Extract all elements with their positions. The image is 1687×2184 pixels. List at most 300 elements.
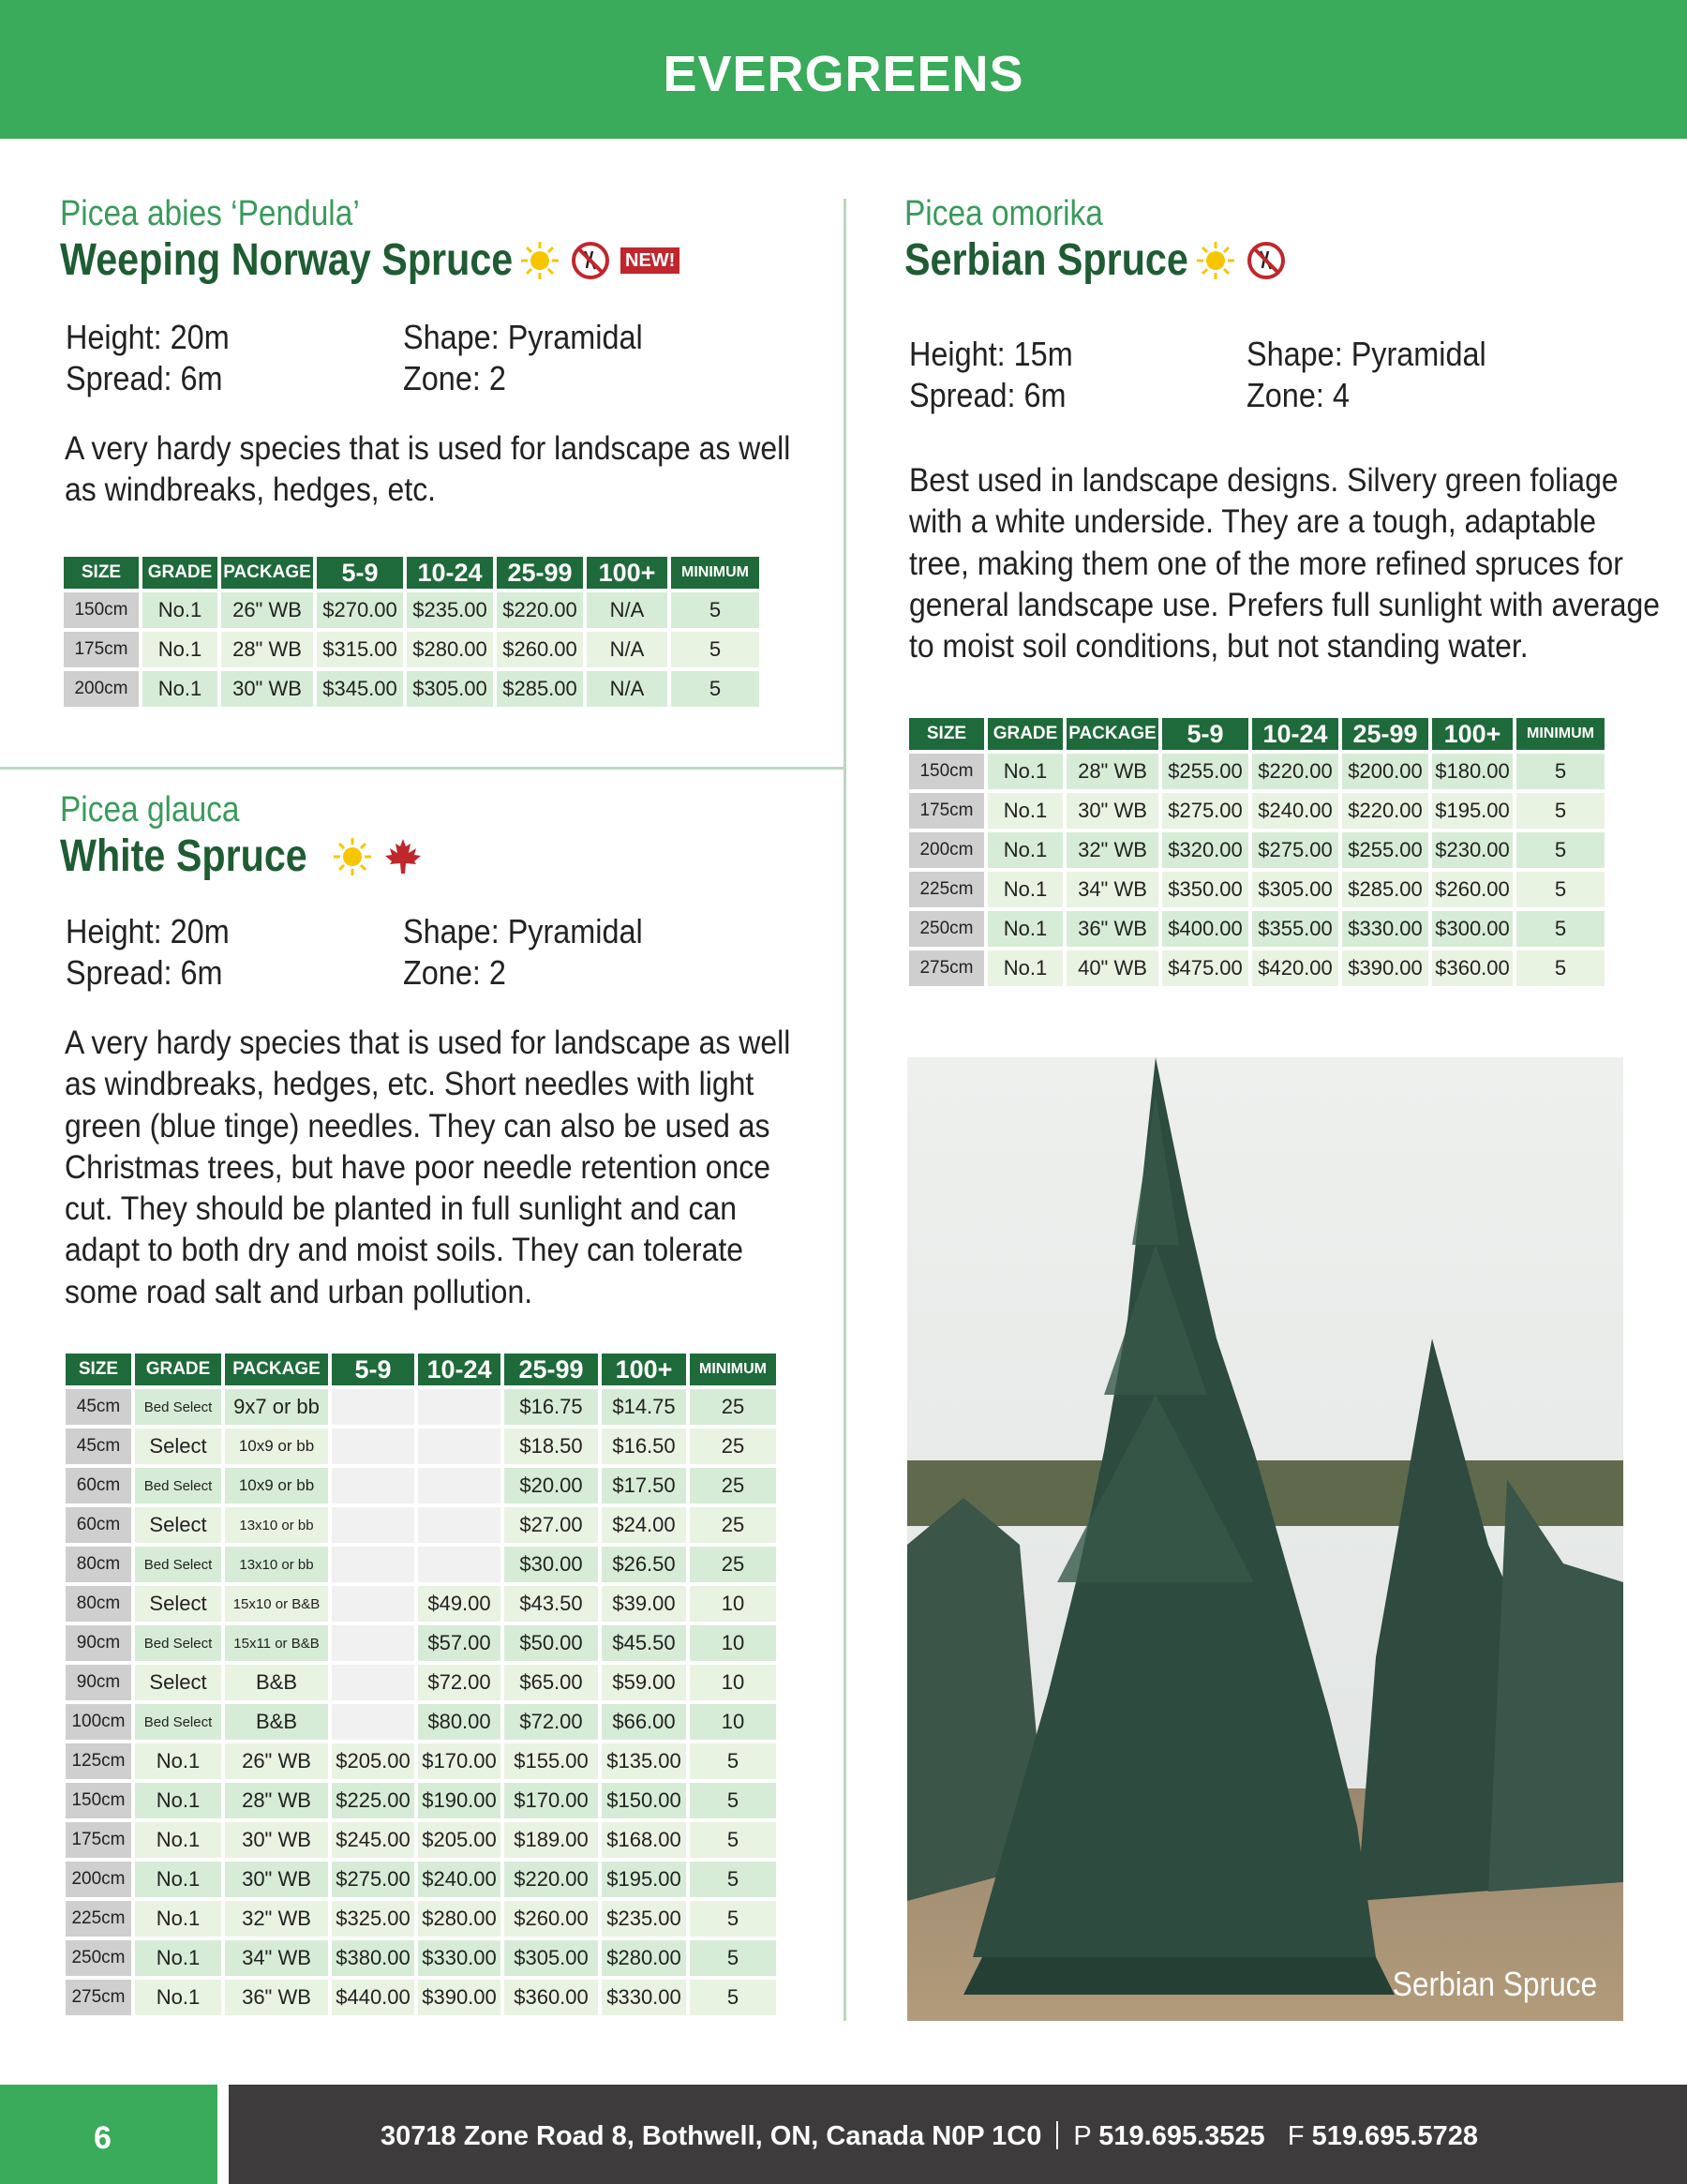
package-cell: 10x9 or bb <box>225 1429 328 1464</box>
price-cell: $155.00 <box>504 1743 598 1779</box>
size-cell: 80cm <box>66 1547 131 1582</box>
header-minimum: MINIMUM <box>1516 718 1605 750</box>
sun-icon <box>332 836 373 877</box>
price-cell: $305.00 <box>407 671 493 707</box>
price-cell: $14.75 <box>602 1389 686 1425</box>
price-cell <box>332 1547 414 1582</box>
price-cell: $255.00 <box>1162 754 1248 789</box>
price-cell: $345.00 <box>317 671 403 707</box>
header-package: PACKAGE <box>225 1354 328 1385</box>
size-cell: 250cm <box>66 1940 131 1976</box>
price-cell: $17.50 <box>602 1468 686 1503</box>
package-cell: 40" WB <box>1067 950 1158 986</box>
price-cell: $80.00 <box>418 1704 500 1740</box>
price-cell: $205.00 <box>332 1743 414 1779</box>
price-cell <box>332 1389 414 1425</box>
price-cell: $305.00 <box>1252 872 1338 907</box>
price-cell: $72.00 <box>504 1704 598 1740</box>
price-cell: $220.00 <box>497 592 583 628</box>
size-cell: 175cm <box>64 632 139 667</box>
price-cell: $380.00 <box>332 1940 414 1976</box>
minimum-cell: 10 <box>690 1665 776 1700</box>
size-cell: 200cm <box>66 1862 131 1897</box>
size-cell: 90cm <box>66 1625 131 1661</box>
price-cell: $280.00 <box>407 632 493 667</box>
minimum-cell: 10 <box>690 1704 776 1740</box>
table-row <box>64 671 759 707</box>
table-row <box>66 1389 776 1425</box>
table-row <box>66 1429 776 1464</box>
minimum-cell: 25 <box>690 1389 776 1425</box>
stats-glauca <box>66 911 656 994</box>
table-row <box>66 1625 776 1661</box>
price-cell: $24.00 <box>602 1507 686 1543</box>
price-cell: $260.00 <box>1432 872 1513 907</box>
price-cell: $280.00 <box>602 1940 686 1976</box>
common-name: Serbian Spruce <box>904 235 1188 285</box>
table-row <box>66 1586 776 1622</box>
price-cell: $355.00 <box>1252 911 1338 947</box>
package-cell: 30" WB <box>225 1862 328 1897</box>
price-cell <box>418 1468 500 1503</box>
grade-cell: No.1 <box>988 911 1063 947</box>
sun-icon <box>1195 240 1236 281</box>
grade-cell: No.1 <box>135 1822 221 1858</box>
new-badge: NEW! <box>620 247 679 274</box>
price-cell: $235.00 <box>602 1901 686 1937</box>
price-cell <box>418 1547 500 1582</box>
price-cell: $189.00 <box>504 1822 598 1858</box>
package-cell: 28" WB <box>221 632 313 667</box>
header-size: SIZE <box>64 557 139 589</box>
price-cell: $59.00 <box>602 1665 686 1700</box>
price-cell: $350.00 <box>1162 872 1248 907</box>
package-cell: 30" WB <box>1067 793 1158 829</box>
price-cell: $135.00 <box>602 1743 686 1779</box>
header-25-99: 25-99 <box>497 557 583 589</box>
column-divider <box>844 199 846 2021</box>
minimum-cell: 25 <box>690 1547 776 1582</box>
size-cell: 150cm <box>909 754 984 789</box>
minimum-cell: 5 <box>1516 793 1605 829</box>
price-cell: $45.50 <box>602 1625 686 1661</box>
package-cell: 36" WB <box>1067 911 1158 947</box>
minimum-cell: 5 <box>690 1901 776 1937</box>
price-cell: $300.00 <box>1432 911 1513 947</box>
minimum-cell: 5 <box>690 1822 776 1858</box>
grade-cell: No.1 <box>988 793 1063 829</box>
price-cell: $200.00 <box>1342 754 1428 789</box>
table-row <box>66 1468 776 1503</box>
package-cell: 34" WB <box>225 1940 328 1976</box>
price-cell: $39.00 <box>602 1586 686 1622</box>
phone-label: P <box>1073 2121 1092 2151</box>
spread: Spread: 6m <box>909 376 1067 414</box>
minimum-cell: 5 <box>690 1783 776 1818</box>
package-cell: 28" WB <box>1067 754 1158 789</box>
price-cell: $275.00 <box>1162 793 1248 829</box>
size-cell: 45cm <box>66 1429 131 1464</box>
package-cell: 26" WB <box>221 592 313 628</box>
price-cell: $275.00 <box>1252 832 1338 868</box>
size-cell: 150cm <box>66 1783 131 1818</box>
package-cell: 13x10 or bb <box>225 1547 328 1582</box>
price-cell: $30.00 <box>504 1547 598 1582</box>
grade-cell: Select <box>135 1507 221 1543</box>
grade-cell: No.1 <box>988 872 1063 907</box>
package-cell: 36" WB <box>225 1980 328 2015</box>
grade-cell: No.1 <box>135 1862 221 1897</box>
table-row <box>909 950 1605 986</box>
footer-address-line <box>381 2121 1478 2152</box>
latin-name: Picea abies ‘Pendula’ <box>60 194 360 233</box>
description-omorika: Best used in landscape designs. Silvery green foliage with a white underside. They are a tough, adaptable tree, making them one of the more refined spruces for general landscape use. Prefers full sunlight with average to moist soil conditions, but not standing water. <box>909 461 1660 666</box>
description-pendula: A very hardy species that is used for landscape as well as windbreaks, hedges, etc. <box>65 429 791 509</box>
price-cell: $325.00 <box>332 1901 414 1937</box>
table-row <box>66 1940 776 1976</box>
price-cell: $150.00 <box>602 1783 686 1818</box>
price-cell <box>332 1704 414 1740</box>
price-cell: $420.00 <box>1252 950 1338 986</box>
header-size: SIZE <box>909 718 984 750</box>
zone: Zone: 2 <box>403 359 506 397</box>
header-5-9: 5-9 <box>332 1354 414 1385</box>
latin-name: Picea glauca <box>60 790 240 830</box>
price-cell: $240.00 <box>1252 793 1338 829</box>
price-cell <box>332 1665 414 1700</box>
price-cell: N/A <box>587 632 667 667</box>
serbian-spruce-photo <box>907 1057 1623 2021</box>
price-cell: $66.00 <box>602 1704 686 1740</box>
minimum-cell: 5 <box>1516 832 1605 868</box>
package-cell: 15x10 or B&B <box>225 1586 328 1622</box>
price-cell: $43.50 <box>504 1586 598 1622</box>
price-cell: $390.00 <box>418 1980 500 2015</box>
grade-cell: No.1 <box>142 632 217 667</box>
grade-cell: Bed Select <box>135 1625 221 1661</box>
price-cell: $315.00 <box>317 632 403 667</box>
package-cell: B&B <box>225 1704 328 1740</box>
size-cell: 100cm <box>66 1704 131 1740</box>
common-name-row <box>60 234 679 287</box>
size-cell: 200cm <box>64 671 139 707</box>
header-grade: GRADE <box>135 1354 221 1385</box>
header-minimum: MINIMUM <box>671 557 759 589</box>
price-table-glauca <box>62 1350 780 2019</box>
price-cell: $360.00 <box>504 1980 598 2015</box>
header-5-9: 5-9 <box>1162 718 1248 750</box>
page-number: 6 <box>94 2120 112 2156</box>
minimum-cell: 5 <box>690 1940 776 1976</box>
grade-cell: Select <box>135 1586 221 1622</box>
fax: 519.695.5728 <box>1311 2121 1479 2151</box>
section-omorika <box>904 193 1287 287</box>
header-grade: GRADE <box>988 718 1063 750</box>
minimum-cell: 5 <box>1516 911 1605 947</box>
package-cell: 9x7 or bb <box>225 1389 328 1425</box>
price-cell: $195.00 <box>602 1862 686 1897</box>
package-cell: 30" WB <box>225 1822 328 1858</box>
common-name: White Spruce <box>60 831 307 881</box>
price-cell: $72.00 <box>418 1665 500 1700</box>
price-cell: $49.00 <box>418 1586 500 1622</box>
grade-cell: Bed Select <box>135 1704 221 1740</box>
header-size: SIZE <box>66 1354 131 1385</box>
price-cell: $245.00 <box>332 1822 414 1858</box>
maple-leaf-icon <box>382 836 424 877</box>
minimum-cell: 5 <box>671 592 759 628</box>
price-cell: $205.00 <box>418 1822 500 1858</box>
header-25-99: 25-99 <box>504 1354 598 1385</box>
size-cell: 275cm <box>66 1980 131 2015</box>
price-cell: $285.00 <box>1342 872 1428 907</box>
minimum-cell: 10 <box>690 1586 776 1622</box>
package-cell: 10x9 or bb <box>225 1468 328 1503</box>
price-cell <box>418 1429 500 1464</box>
price-cell: $220.00 <box>504 1862 598 1897</box>
price-cell: $26.50 <box>602 1547 686 1582</box>
price-cell: $330.00 <box>418 1940 500 1976</box>
package-cell: 26" WB <box>225 1743 328 1779</box>
price-cell: $390.00 <box>1342 950 1428 986</box>
price-cell: $280.00 <box>418 1901 500 1937</box>
table-row <box>66 1783 776 1818</box>
price-cell: $240.00 <box>418 1862 500 1897</box>
header-10-24: 10-24 <box>407 557 493 589</box>
header-5-9: 5-9 <box>317 557 403 589</box>
price-cell: $305.00 <box>504 1940 598 1976</box>
spread: Spread: 6m <box>66 359 223 397</box>
price-cell: $285.00 <box>497 671 583 707</box>
size-cell: 125cm <box>66 1743 131 1779</box>
size-cell: 175cm <box>66 1822 131 1858</box>
price-cell: $170.00 <box>418 1743 500 1779</box>
price-cell: $260.00 <box>504 1901 598 1937</box>
latin-name: Picea omorika <box>904 194 1103 233</box>
price-cell: $270.00 <box>317 592 403 628</box>
price-cell: $57.00 <box>418 1625 500 1661</box>
table-row <box>66 1743 776 1779</box>
price-cell: $20.00 <box>504 1468 598 1503</box>
grade-cell: Select <box>135 1429 221 1464</box>
price-cell: $65.00 <box>504 1665 598 1700</box>
price-cell: $220.00 <box>1342 793 1428 829</box>
header-package: PACKAGE <box>1067 718 1158 750</box>
grade-cell: No.1 <box>135 1783 221 1818</box>
package-cell: 34" WB <box>1067 872 1158 907</box>
table-row <box>66 1507 776 1543</box>
stats-pendula <box>66 317 656 399</box>
header-100-: 100+ <box>602 1354 686 1385</box>
price-cell: $360.00 <box>1432 950 1513 986</box>
size-cell: 250cm <box>909 911 984 947</box>
price-cell: $16.75 <box>504 1389 598 1425</box>
size-cell: 275cm <box>909 950 984 986</box>
header-grade: GRADE <box>142 557 217 589</box>
package-cell: 15x11 or B&B <box>225 1625 328 1661</box>
price-cell: $220.00 <box>1252 754 1338 789</box>
minimum-cell: 5 <box>1516 872 1605 907</box>
common-name-row <box>904 234 1287 287</box>
price-cell <box>332 1507 414 1543</box>
price-cell: $440.00 <box>332 1980 414 2015</box>
table-row <box>64 592 759 628</box>
minimum-cell: 5 <box>671 671 759 707</box>
size-cell: 150cm <box>64 592 139 628</box>
size-cell: 80cm <box>66 1586 131 1622</box>
table-row <box>909 754 1605 789</box>
price-cell: $235.00 <box>407 592 493 628</box>
price-cell <box>418 1507 500 1543</box>
size-cell: 90cm <box>66 1665 131 1700</box>
price-cell: N/A <box>587 671 667 707</box>
price-cell <box>332 1468 414 1503</box>
table-row <box>64 632 759 667</box>
price-cell: $225.00 <box>332 1783 414 1818</box>
address: 30718 Zone Road 8, Bothwell, ON, Canada N0P 1C0 <box>381 2121 1042 2151</box>
size-cell: 225cm <box>909 872 984 907</box>
grade-cell: Bed Select <box>135 1389 221 1425</box>
table-row <box>66 1822 776 1858</box>
separator <box>1056 2121 1058 2149</box>
package-cell: 30" WB <box>221 671 313 707</box>
grade-cell: No.1 <box>988 832 1063 868</box>
package-cell: 32" WB <box>225 1901 328 1937</box>
phone: 519.695.3525 <box>1098 2121 1265 2151</box>
header-25-99: 25-99 <box>1342 718 1428 750</box>
zone: Zone: 4 <box>1247 376 1350 414</box>
stats-omorika <box>909 334 1500 416</box>
minimum-cell: 25 <box>690 1468 776 1503</box>
price-cell <box>332 1625 414 1661</box>
price-cell: $275.00 <box>332 1862 414 1897</box>
price-cell: $27.00 <box>504 1507 598 1543</box>
common-name: Weeping Norway Spruce <box>60 235 514 285</box>
price-cell <box>332 1429 414 1464</box>
minimum-cell: 10 <box>690 1625 776 1661</box>
package-cell: 32" WB <box>1067 832 1158 868</box>
table-row <box>66 1704 776 1740</box>
price-table-pendula <box>60 553 763 711</box>
minimum-cell: 5 <box>1516 754 1605 789</box>
grade-cell: Select <box>135 1665 221 1700</box>
size-cell: 200cm <box>909 832 984 868</box>
price-cell: $320.00 <box>1162 832 1248 868</box>
size-cell: 175cm <box>909 793 984 829</box>
package-cell: 28" WB <box>225 1783 328 1818</box>
header-10-24: 10-24 <box>1252 718 1338 750</box>
minimum-cell: 25 <box>690 1507 776 1543</box>
table-row <box>66 1901 776 1937</box>
price-cell: $255.00 <box>1342 832 1428 868</box>
spread: Spread: 6m <box>66 953 223 992</box>
zone: Zone: 2 <box>403 953 506 992</box>
table-row <box>66 1862 776 1897</box>
no-deer-icon <box>1246 240 1287 281</box>
price-cell: $400.00 <box>1162 911 1248 947</box>
price-cell: $170.00 <box>504 1783 598 1818</box>
minimum-cell: 5 <box>1516 950 1605 986</box>
grade-cell: No.1 <box>142 671 217 707</box>
size-cell: 60cm <box>66 1507 131 1543</box>
section-pendula <box>60 193 679 287</box>
header-100-: 100+ <box>587 557 667 589</box>
header-100-: 100+ <box>1432 718 1513 750</box>
common-name-row <box>60 830 424 883</box>
header-10-24: 10-24 <box>418 1354 500 1385</box>
table-row <box>66 1547 776 1582</box>
table-row <box>909 911 1605 947</box>
table-row <box>66 1980 776 2015</box>
package-cell: B&B <box>225 1665 328 1700</box>
table-row <box>66 1665 776 1700</box>
height: Height: 20m <box>66 912 230 950</box>
sun-icon <box>519 240 560 281</box>
section-divider <box>0 767 844 770</box>
price-cell <box>418 1389 500 1425</box>
price-cell <box>332 1586 414 1622</box>
page-title: EVERGREENS <box>663 46 1024 102</box>
price-cell: $180.00 <box>1432 754 1513 789</box>
grade-cell: No.1 <box>135 1743 221 1779</box>
shape: Shape: Pyramidal <box>1247 335 1486 373</box>
price-table-omorika <box>905 714 1608 990</box>
package-cell: 13x10 or bb <box>225 1507 328 1543</box>
shape: Shape: Pyramidal <box>403 318 643 356</box>
grade-cell: No.1 <box>988 950 1063 986</box>
minimum-cell: 5 <box>690 1862 776 1897</box>
price-cell: $18.50 <box>504 1429 598 1464</box>
grade-cell: No.1 <box>988 754 1063 789</box>
table-row <box>909 872 1605 907</box>
description-glauca: A very hardy species that is used for landscape as well as windbreaks, hedges, etc. Short needles with light green (blue tinge) needles. They can also be used as Christmas trees, but have poor needle retention once cut. They should be planted in full sunlight and can adapt to both dry and moist soils. They can tolerate some road salt and urban pollution. <box>65 1024 791 1310</box>
price-cell: $230.00 <box>1432 832 1513 868</box>
price-cell: N/A <box>587 592 667 628</box>
size-cell: 225cm <box>66 1901 131 1937</box>
grade-cell: No.1 <box>135 1980 221 2015</box>
price-cell: $260.00 <box>497 632 583 667</box>
price-cell: $330.00 <box>602 1980 686 2015</box>
price-cell: $190.00 <box>418 1783 500 1818</box>
table-row <box>909 793 1605 829</box>
price-cell: $50.00 <box>504 1625 598 1661</box>
minimum-cell: 5 <box>671 632 759 667</box>
header-minimum: MINIMUM <box>690 1354 776 1385</box>
grade-cell: Bed Select <box>135 1468 221 1503</box>
shape: Shape: Pyramidal <box>403 912 643 950</box>
header-package: PACKAGE <box>221 557 313 589</box>
grade-cell: No.1 <box>142 592 217 628</box>
price-cell: $195.00 <box>1432 793 1513 829</box>
minimum-cell: 25 <box>690 1429 776 1464</box>
section-glauca <box>60 789 424 883</box>
height: Height: 20m <box>66 318 230 356</box>
height: Height: 15m <box>909 335 1073 373</box>
price-cell: $475.00 <box>1162 950 1248 986</box>
table-row <box>909 832 1605 868</box>
price-cell: $168.00 <box>602 1822 686 1858</box>
grade-cell: Bed Select <box>135 1547 221 1582</box>
grade-cell: No.1 <box>135 1940 221 1976</box>
fax-label: F <box>1287 2121 1305 2151</box>
page-header <box>0 0 1687 139</box>
no-deer-icon <box>570 240 611 281</box>
minimum-cell: 5 <box>690 1743 776 1779</box>
minimum-cell: 5 <box>690 1980 776 2015</box>
size-cell: 45cm <box>66 1389 131 1425</box>
photo-caption: Serbian Spruce <box>1392 1965 1597 2003</box>
size-cell: 60cm <box>66 1468 131 1503</box>
